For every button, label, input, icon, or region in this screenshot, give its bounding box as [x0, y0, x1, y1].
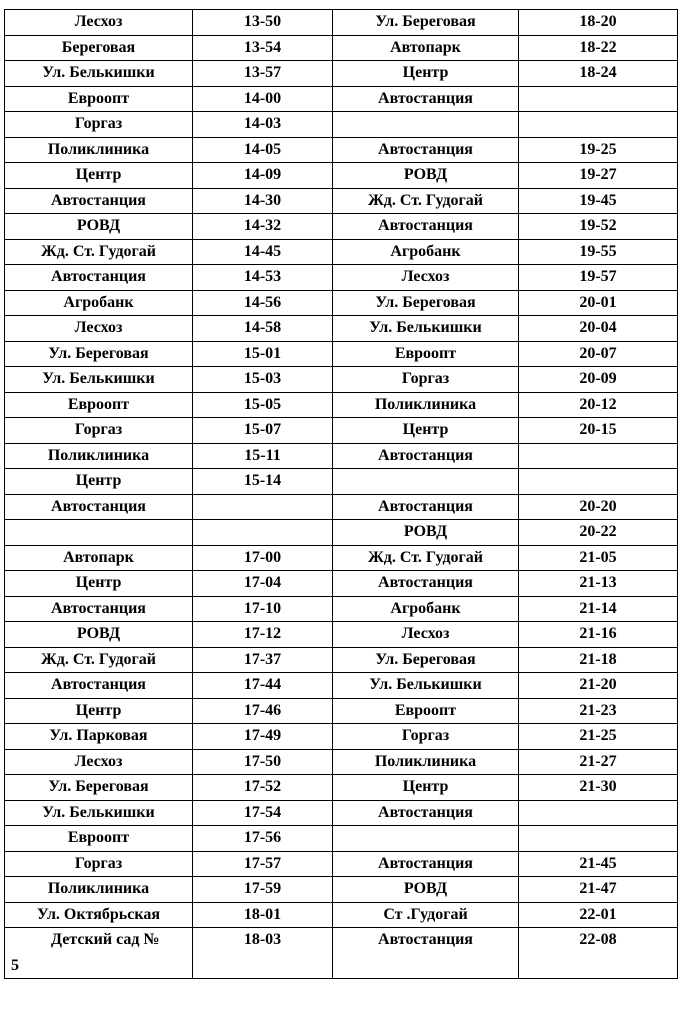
stop-cell-right: Ст .Гудогай — [333, 902, 519, 928]
time-cell-right: 21-30 — [519, 775, 678, 801]
stop-cell-right: Автостанция — [333, 214, 519, 240]
stop-cell-right: РОВД — [333, 520, 519, 546]
time-cell-left — [193, 494, 333, 520]
table-row — [5, 775, 678, 801]
time-cell-left: 17-04 — [193, 571, 333, 597]
time-cell-left: 17-50 — [193, 749, 333, 775]
time-cell-right — [519, 112, 678, 138]
time-cell-left: 14-05 — [193, 137, 333, 163]
time-cell-left: 14-45 — [193, 239, 333, 265]
stop-cell-right: Горгаз — [333, 724, 519, 750]
table-row — [5, 163, 678, 189]
time-cell-left: 14-53 — [193, 265, 333, 291]
time-cell-left: 17-46 — [193, 698, 333, 724]
stop-cell-left: Автостанция — [5, 188, 193, 214]
stop-cell-left: Ул. Белькишки — [5, 367, 193, 393]
stop-cell-left: Ул. Парковая — [5, 724, 193, 750]
table-row — [5, 10, 678, 36]
time-cell-right: 19-52 — [519, 214, 678, 240]
stop-cell-right: Автостанция — [333, 494, 519, 520]
time-cell-right — [519, 443, 678, 469]
stop-cell-left: Центр — [5, 469, 193, 495]
table-row — [5, 724, 678, 750]
table-row — [5, 494, 678, 520]
time-cell-right: 19-57 — [519, 265, 678, 291]
time-cell-right: 18-22 — [519, 35, 678, 61]
stop-cell-left: Поликлиника — [5, 877, 193, 903]
stop-cell-right: Ул. Белькишки — [333, 673, 519, 699]
table-row — [5, 596, 678, 622]
time-cell-right: 19-25 — [519, 137, 678, 163]
table-row — [5, 392, 678, 418]
time-cell-right — [519, 800, 678, 826]
stop-cell-right: РОВД — [333, 163, 519, 189]
stop-cell-right: Жд. Ст. Гудогай — [333, 545, 519, 571]
stop-cell-left: Лесхоз — [5, 10, 193, 36]
time-cell-right: 21-14 — [519, 596, 678, 622]
stop-cell-left: РОВД — [5, 622, 193, 648]
time-cell-left: 13-50 — [193, 10, 333, 36]
table-row — [5, 239, 678, 265]
time-cell-left: 15-07 — [193, 418, 333, 444]
stop-cell-right: Горгаз — [333, 367, 519, 393]
time-cell-right: 21-45 — [519, 851, 678, 877]
table-row — [5, 571, 678, 597]
stop-cell-right: Центр — [333, 61, 519, 87]
stop-cell-left: Евроопт — [5, 86, 193, 112]
stop-cell-left: Ул. Октябрьская — [5, 902, 193, 928]
time-cell-right: 20-04 — [519, 316, 678, 342]
stop-cell-left: Агробанк — [5, 290, 193, 316]
time-cell-right: 21-47 — [519, 877, 678, 903]
stop-cell-left: Ул. Белькишки — [5, 800, 193, 826]
table-row — [5, 520, 678, 546]
time-cell-left: 13-54 — [193, 35, 333, 61]
time-cell-right: 21-13 — [519, 571, 678, 597]
table-row — [5, 928, 678, 979]
table-row — [5, 622, 678, 648]
time-cell-right: 21-25 — [519, 724, 678, 750]
time-cell-right: 20-01 — [519, 290, 678, 316]
stop-cell-left: Жд. Ст. Гудогай — [5, 647, 193, 673]
stop-cell-left: Горгаз — [5, 418, 193, 444]
stop-cell-right: Ул. Белькишки — [333, 316, 519, 342]
time-cell-left: 18-01 — [193, 902, 333, 928]
time-cell-left: 15-03 — [193, 367, 333, 393]
schedule-last-row-group — [5, 928, 678, 979]
time-cell-left: 17-44 — [193, 673, 333, 699]
time-cell-right: 20-20 — [519, 494, 678, 520]
stop-cell-right: Евроопт — [333, 341, 519, 367]
stop-cell-right — [333, 112, 519, 138]
table-row — [5, 902, 678, 928]
time-cell-left: 17-56 — [193, 826, 333, 852]
time-cell-right — [519, 826, 678, 852]
time-cell-left: 15-01 — [193, 341, 333, 367]
stop-cell-left: Автостанция — [5, 265, 193, 291]
stop-cell-left: Центр — [5, 571, 193, 597]
stop-cell-right: Жд. Ст. Гудогай — [333, 188, 519, 214]
stop-name-left-continued: 5 — [11, 957, 19, 974]
time-cell-right: 20-12 — [519, 392, 678, 418]
time-cell-right: 19-45 — [519, 188, 678, 214]
stop-cell-right: Центр — [333, 418, 519, 444]
time-cell-right: 20-09 — [519, 367, 678, 393]
stop-cell-right: Автостанция — [333, 443, 519, 469]
stop-cell-left: Ул. Береговая — [5, 775, 193, 801]
time-cell-left: 17-57 — [193, 851, 333, 877]
time-cell-right: 20-22 — [519, 520, 678, 546]
stop-cell-left: Поликлиника — [5, 137, 193, 163]
stop-cell-right: Автостанция — [333, 800, 519, 826]
stop-cell-right: Автостанция — [333, 571, 519, 597]
table-row — [5, 698, 678, 724]
table-row — [5, 877, 678, 903]
stop-cell-left: Поликлиника — [5, 443, 193, 469]
table-row — [5, 112, 678, 138]
stop-cell-right: Ул. Береговая — [333, 647, 519, 673]
time-cell-left: 14-09 — [193, 163, 333, 189]
table-row — [5, 61, 678, 87]
stop-cell-left: Горгаз — [5, 112, 193, 138]
time-cell-left: 14-58 — [193, 316, 333, 342]
table-row — [5, 137, 678, 163]
time-cell-left: 17-37 — [193, 647, 333, 673]
table-row — [5, 367, 678, 393]
table-row — [5, 265, 678, 291]
time-cell-left: 18-03 — [193, 928, 333, 979]
table-row — [5, 86, 678, 112]
stop-cell-right: Автостанция — [333, 137, 519, 163]
stop-cell-right: Агробанк — [333, 239, 519, 265]
stop-cell-left: Евроопт — [5, 826, 193, 852]
stop-cell-left: Автопарк — [5, 545, 193, 571]
table-row — [5, 749, 678, 775]
stop-cell-left — [5, 520, 193, 546]
stop-cell-right: Центр — [333, 775, 519, 801]
stop-cell-right: Поликлиника — [333, 749, 519, 775]
time-cell-right: 18-24 — [519, 61, 678, 87]
stop-cell-right: Автостанция — [333, 86, 519, 112]
stop-cell-left: Автостанция — [5, 596, 193, 622]
time-cell-left: 17-10 — [193, 596, 333, 622]
stop-cell-left: Горгаз — [5, 851, 193, 877]
time-cell-left: 17-00 — [193, 545, 333, 571]
time-cell-left: 15-05 — [193, 392, 333, 418]
time-cell-right: 20-15 — [519, 418, 678, 444]
stop-cell-left: РОВД — [5, 214, 193, 240]
table-row — [5, 316, 678, 342]
stop-cell-left: Ул. Береговая — [5, 341, 193, 367]
time-cell-right — [519, 469, 678, 495]
time-cell-right: 22-08 — [519, 928, 678, 979]
time-cell-right: 21-27 — [519, 749, 678, 775]
stop-cell-left: Ул. Белькишки — [5, 61, 193, 87]
stop-cell-left — [5, 928, 193, 979]
table-row — [5, 35, 678, 61]
stop-cell-right: РОВД — [333, 877, 519, 903]
stop-cell-left: Центр — [5, 698, 193, 724]
table-row — [5, 418, 678, 444]
stop-name-left: Детский сад № — [51, 931, 160, 948]
time-cell-left: 14-30 — [193, 188, 333, 214]
table-row — [5, 341, 678, 367]
table-row — [5, 443, 678, 469]
time-cell-right: 18-20 — [519, 10, 678, 36]
stop-cell-right: Ул. Береговая — [333, 10, 519, 36]
time-cell-right: 22-01 — [519, 902, 678, 928]
stop-cell-left: Лесхоз — [5, 316, 193, 342]
time-cell-left: 13-57 — [193, 61, 333, 87]
table-row — [5, 826, 678, 852]
time-cell-right: 21-05 — [519, 545, 678, 571]
time-cell-right: 19-27 — [519, 163, 678, 189]
time-cell-left — [193, 520, 333, 546]
time-cell-left: 15-14 — [193, 469, 333, 495]
stop-cell-right: Лесхоз — [333, 265, 519, 291]
stop-cell-right — [333, 826, 519, 852]
table-row — [5, 188, 678, 214]
table-row — [5, 214, 678, 240]
table-row — [5, 851, 678, 877]
table-row — [5, 647, 678, 673]
stop-cell-left: Центр — [5, 163, 193, 189]
time-cell-left: 17-59 — [193, 877, 333, 903]
time-cell-right: 21-23 — [519, 698, 678, 724]
stop-cell-right: Автопарк — [333, 35, 519, 61]
time-cell-right — [519, 86, 678, 112]
time-cell-right: 21-18 — [519, 647, 678, 673]
stop-cell-left: Береговая — [5, 35, 193, 61]
table-row — [5, 469, 678, 495]
time-cell-left: 14-00 — [193, 86, 333, 112]
time-cell-right: 21-20 — [519, 673, 678, 699]
time-cell-left: 17-52 — [193, 775, 333, 801]
table-row — [5, 290, 678, 316]
table-row — [5, 545, 678, 571]
table-row — [5, 673, 678, 699]
stop-cell-right: Ул. Береговая — [333, 290, 519, 316]
stop-cell-left: Автостанция — [5, 673, 193, 699]
stop-cell-right: Евроопт — [333, 698, 519, 724]
stop-cell-right: Агробанк — [333, 596, 519, 622]
stop-cell-left: Автостанция — [5, 494, 193, 520]
bus-schedule-table — [4, 9, 678, 979]
time-cell-left: 14-56 — [193, 290, 333, 316]
time-cell-left: 17-12 — [193, 622, 333, 648]
stop-cell-left: Жд. Ст. Гудогай — [5, 239, 193, 265]
stop-cell-right — [333, 469, 519, 495]
time-cell-left: 15-11 — [193, 443, 333, 469]
stop-cell-left: Евроопт — [5, 392, 193, 418]
stop-cell-right: Лесхоз — [333, 622, 519, 648]
time-cell-left: 14-03 — [193, 112, 333, 138]
time-cell-left: 17-54 — [193, 800, 333, 826]
stop-cell-right: Автостанция — [333, 928, 519, 979]
stop-cell-right: Поликлиника — [333, 392, 519, 418]
stop-cell-left: Лесхоз — [5, 749, 193, 775]
stop-cell-right: Автостанция — [333, 851, 519, 877]
time-cell-right: 20-07 — [519, 341, 678, 367]
time-cell-left: 17-49 — [193, 724, 333, 750]
time-cell-right: 19-55 — [519, 239, 678, 265]
schedule-body — [5, 10, 678, 928]
time-cell-right: 21-16 — [519, 622, 678, 648]
table-row — [5, 800, 678, 826]
time-cell-left: 14-32 — [193, 214, 333, 240]
